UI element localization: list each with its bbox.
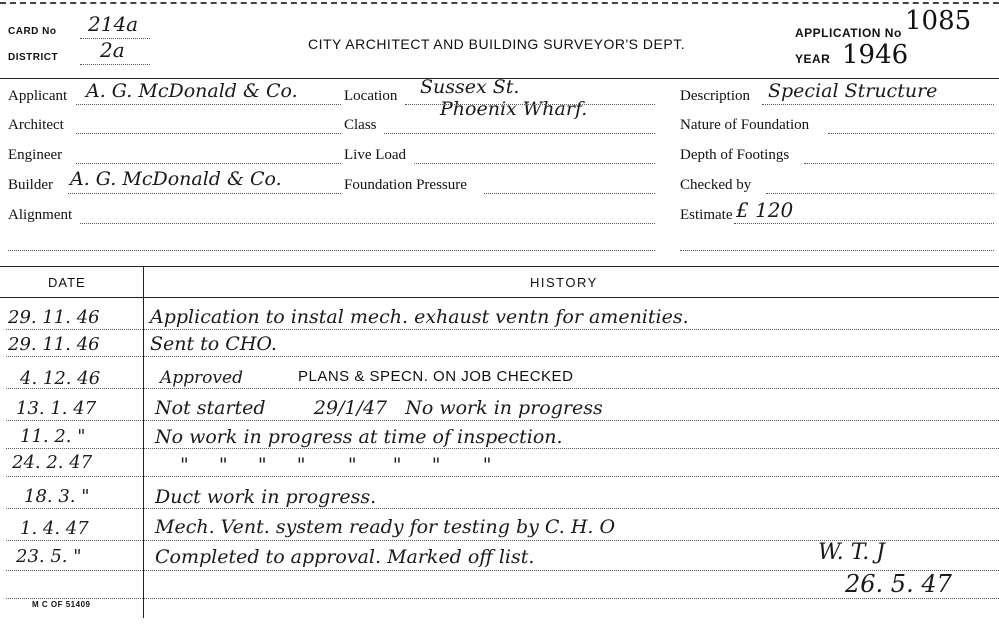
application-number: 1085 <box>905 6 972 36</box>
table-row-date: 1. 4. 47 <box>20 518 89 539</box>
engineer-line <box>76 163 341 164</box>
class-label: Class <box>344 117 377 133</box>
foundation-pressure-label: Foundation Pressure <box>344 177 467 193</box>
applicant-label: Applicant <box>8 88 68 104</box>
location-label: Location <box>344 88 398 104</box>
table-top-border <box>0 266 999 267</box>
row-rule-6 <box>6 476 999 477</box>
applicant-value: A. G. McDonald & Co. <box>86 80 298 102</box>
row-rule-5 <box>6 448 999 449</box>
alignment-label: Alignment <box>8 207 73 223</box>
depth-label: Depth of Footings <box>680 147 790 163</box>
table-row-history: Mech. Vent. system ready for testing by C. H. O <box>155 516 616 538</box>
checked-by-line <box>766 193 994 194</box>
live-load-label: Live Load <box>344 147 407 163</box>
history-column-header: HISTORY <box>530 275 598 290</box>
district-line <box>80 64 150 65</box>
row-rule-7 <box>6 508 999 509</box>
class-line <box>384 133 655 134</box>
table-row-history: Application to instal mech. exhaust ventn for amenities. <box>150 306 689 328</box>
table-column-divider <box>143 266 144 618</box>
description-line <box>762 104 994 105</box>
row-rule-3 <box>6 388 999 389</box>
table-row-date: 11. 2. " <box>20 426 86 447</box>
row-rule-1 <box>6 329 999 330</box>
row-rule-2 <box>6 356 999 357</box>
row-rule-10 <box>6 598 999 599</box>
application-label: APPLICATION No <box>795 26 902 40</box>
checked-by-label: Checked by <box>680 177 752 193</box>
table-row-history: Duct work in progress. <box>155 486 377 508</box>
depth-line <box>804 163 994 164</box>
foundation-pressure-line <box>484 193 655 194</box>
card-no-value: 214a <box>88 12 139 36</box>
alignment-line <box>80 223 655 224</box>
card-no-label: CARD No <box>8 26 57 37</box>
table-row-date: 4. 12. 46 <box>20 368 101 389</box>
estimate-line <box>734 223 994 224</box>
architect-line <box>76 133 341 134</box>
estimate-value: £ 120 <box>736 198 794 222</box>
nature-line <box>828 133 994 134</box>
department-title: CITY ARCHITECT AND BUILDING SURVEYOR'S DEPT. <box>308 36 686 52</box>
builder-value: A. G. McDonald & Co. <box>70 168 282 190</box>
year-value: 1946 <box>842 40 909 70</box>
description-value: Special Structure <box>768 80 938 102</box>
location-value-1: Sussex St. <box>420 76 520 98</box>
nature-label: Nature of Foundation <box>680 117 810 133</box>
table-row-date: 24. 2. 47 <box>12 452 93 473</box>
description-label: Description <box>680 88 750 104</box>
table-row-history: Sent to CHO. <box>150 333 277 355</box>
form-code: M C OF 51409 <box>32 600 91 609</box>
row-rule-4 <box>6 420 999 421</box>
architect-label: Architect <box>8 117 64 133</box>
table-row-date: 13. 1. 47 <box>16 398 97 419</box>
table-row-history: Approved <box>160 368 243 388</box>
card-top-edge <box>0 2 999 4</box>
live-load-line <box>414 163 655 164</box>
builder-line <box>68 193 341 194</box>
alignment-line-2 <box>8 250 655 251</box>
table-row-history: No work in progress at time of inspection. <box>155 426 563 448</box>
table-row-history: Not started 29/1/47 No work in progress <box>155 397 603 419</box>
table-row-history: " " " " " " " " <box>180 454 492 476</box>
builder-label: Builder <box>8 177 53 193</box>
approval-stamp: PLANS & SPECN. ON JOB CHECKED <box>298 368 574 385</box>
table-row-date: 18. 3. " <box>24 486 90 507</box>
district-value: 2a <box>100 38 125 62</box>
year-label: YEAR <box>795 52 831 66</box>
applicant-line <box>76 104 341 105</box>
signoff-date: 26. 5. 47 <box>845 570 952 598</box>
table-row-date: 23. 5. " <box>16 546 82 567</box>
estimate-label: Estimate <box>680 207 733 223</box>
estimate-line-2 <box>680 250 994 251</box>
table-row-date: 29. 11. 46 <box>8 307 100 328</box>
location-line <box>405 104 655 105</box>
table-row-history: Completed to approval. Marked off list. <box>155 546 535 568</box>
location-value-2: Phoenix Wharf. <box>440 98 588 120</box>
table-row-date: 29. 11. 46 <box>8 334 100 355</box>
engineer-label: Engineer <box>8 147 63 163</box>
inspector-initials: W. T. J <box>818 540 885 565</box>
table-header-border <box>0 297 999 298</box>
date-column-header: DATE <box>48 275 86 290</box>
district-label: DISTRICT <box>8 52 59 63</box>
